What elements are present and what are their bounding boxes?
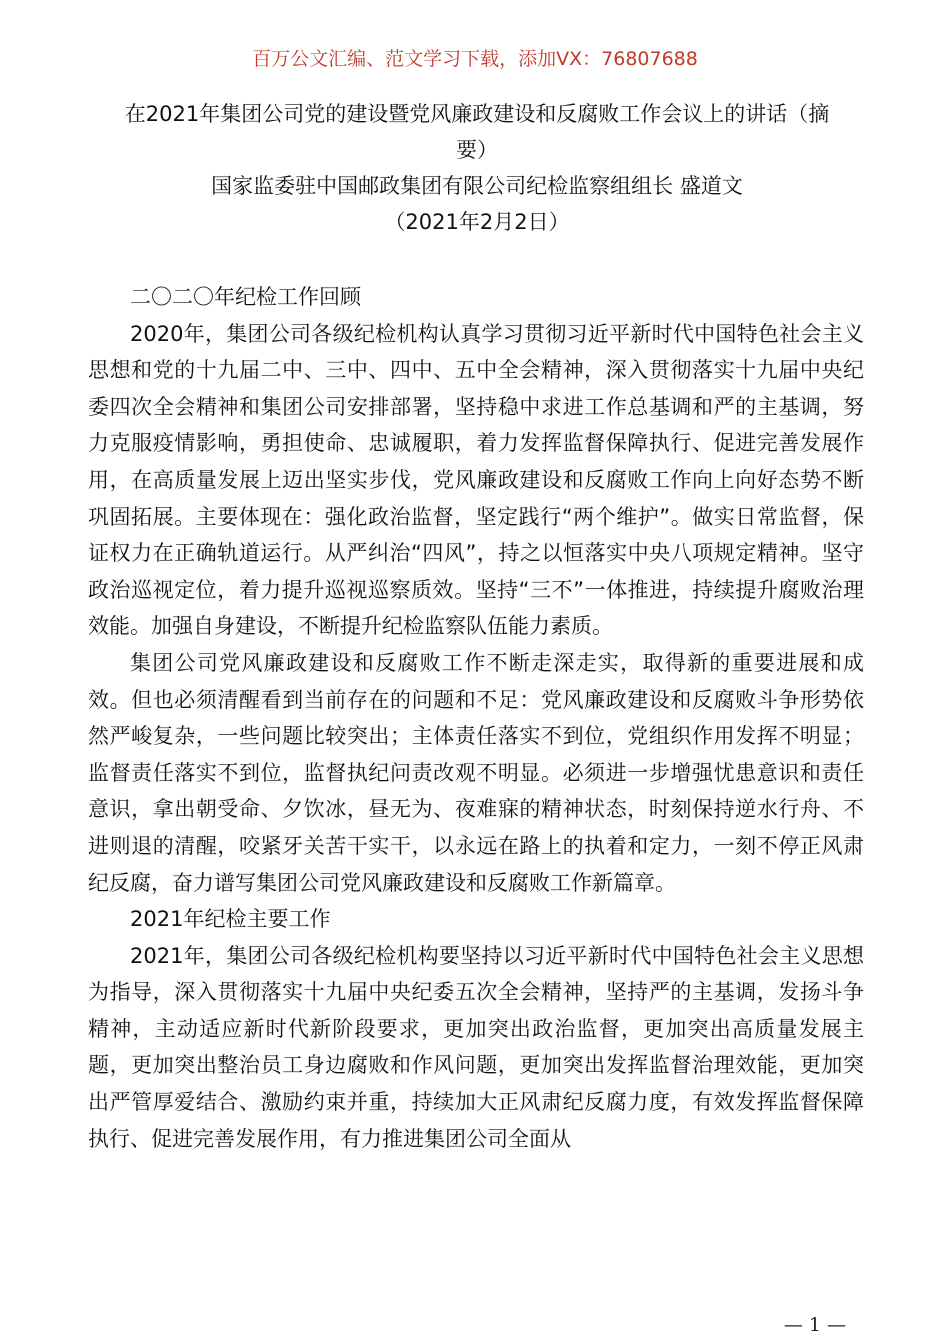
paragraph-problems: 集团公司党风廉政建设和反腐败工作不断走深走实，取得新的重要进展和成效。但也必须清醒看到当前存在的问题和不足：党风廉政建设和反腐败斗争形势依然严峻复杂，一些问题比较突出；主体责任落实不到位，党组织作用发挥不明显；监督责任落实不到位，监督执纪问责改观不明显。必须进一步增强忧患意识和责任意识，拿出朝受命、夕饮冰，昼无为、夜难寐的精神状态，时刻保持逆水行舟、不进则退的清醒，咬紧牙关苦干实干，以永远在路上的执着和定力，一刻不停正风肃纪反腐，奋力谱写集团公司党风廉政建设和反腐败工作新篇章。: [88, 650, 864, 895]
title-block: [88, 96, 866, 240]
paragraph-2020-summary: 2020年，集团公司各级纪检机构认真学习贯彻习近平新时代中国特色社会主义思想和党的十九届二中、三中、四中、五中全会精神，深入贯彻落实十九届中央纪委四次全会精神和集团公司安排部署，坚持稳中求进工作总基调和严的主基调，努力克服疫情影响，勇担使命、忠诚履职，着力发挥监督保障执行、促进完善发展作用，在高质量发展上迈出坚实步伐，党风廉政建设和反腐败工作向上向好态势不断巩固拓展。主要体现在：强化政治监督，坚定践行“两个维护”。做实日常监督，保证权力在正确轨道运行。从严纠治“四风”，持之以恒落实中央八项规定精神。坚守政治巡视定位，着力提升巡视巡察质效。坚持“三不”一体推进，持续提升腐败治理效能。加强自身建设，不断提升纪检监察队伍能力素质。: [88, 321, 864, 639]
section-heading-2021: 2021年纪检主要工作: [130, 907, 331, 932]
speech-date: （2021年2月2日）: [384, 210, 570, 234]
section-heading-review: 二〇二〇年纪检工作回顾: [130, 285, 361, 309]
document-body: [88, 279, 864, 1157]
page-number: — 1 —: [783, 1314, 846, 1336]
paragraph-2021-tasks: 2021年，集团公司各级纪检机构要坚持以习近平新时代中国特色社会主义思想为指导，深入贯彻落实十九届中央纪委五次全会精神，坚持严的主基调，发扬斗争精神，主动适应新时代新阶段要求，更加突出政治监督，更加突出高质量发展主题，更加突出整治员工身边腐败和作风问题，更加突出发挥监督治理效能，更加突出严管厚爱结合、激励约束并重，持续加大正风肃纪反腐力度，有效发挥监督保障执行、促进完善发展作用，有力推进集团公司全面从: [88, 943, 864, 1151]
speech-title-line-2: 要）: [456, 138, 498, 162]
watermark-banner: 百万公文汇编、范文学习下载，添加VX：76807688: [252, 48, 698, 70]
speech-author: 国家监委驻中国邮政集团有限公司纪检监察组组长 盛道文: [211, 174, 743, 198]
speech-title-line-1: 在2021年集团公司党的建设暨党风廉政建设和反腐败工作会议上的讲话（摘: [124, 102, 830, 126]
